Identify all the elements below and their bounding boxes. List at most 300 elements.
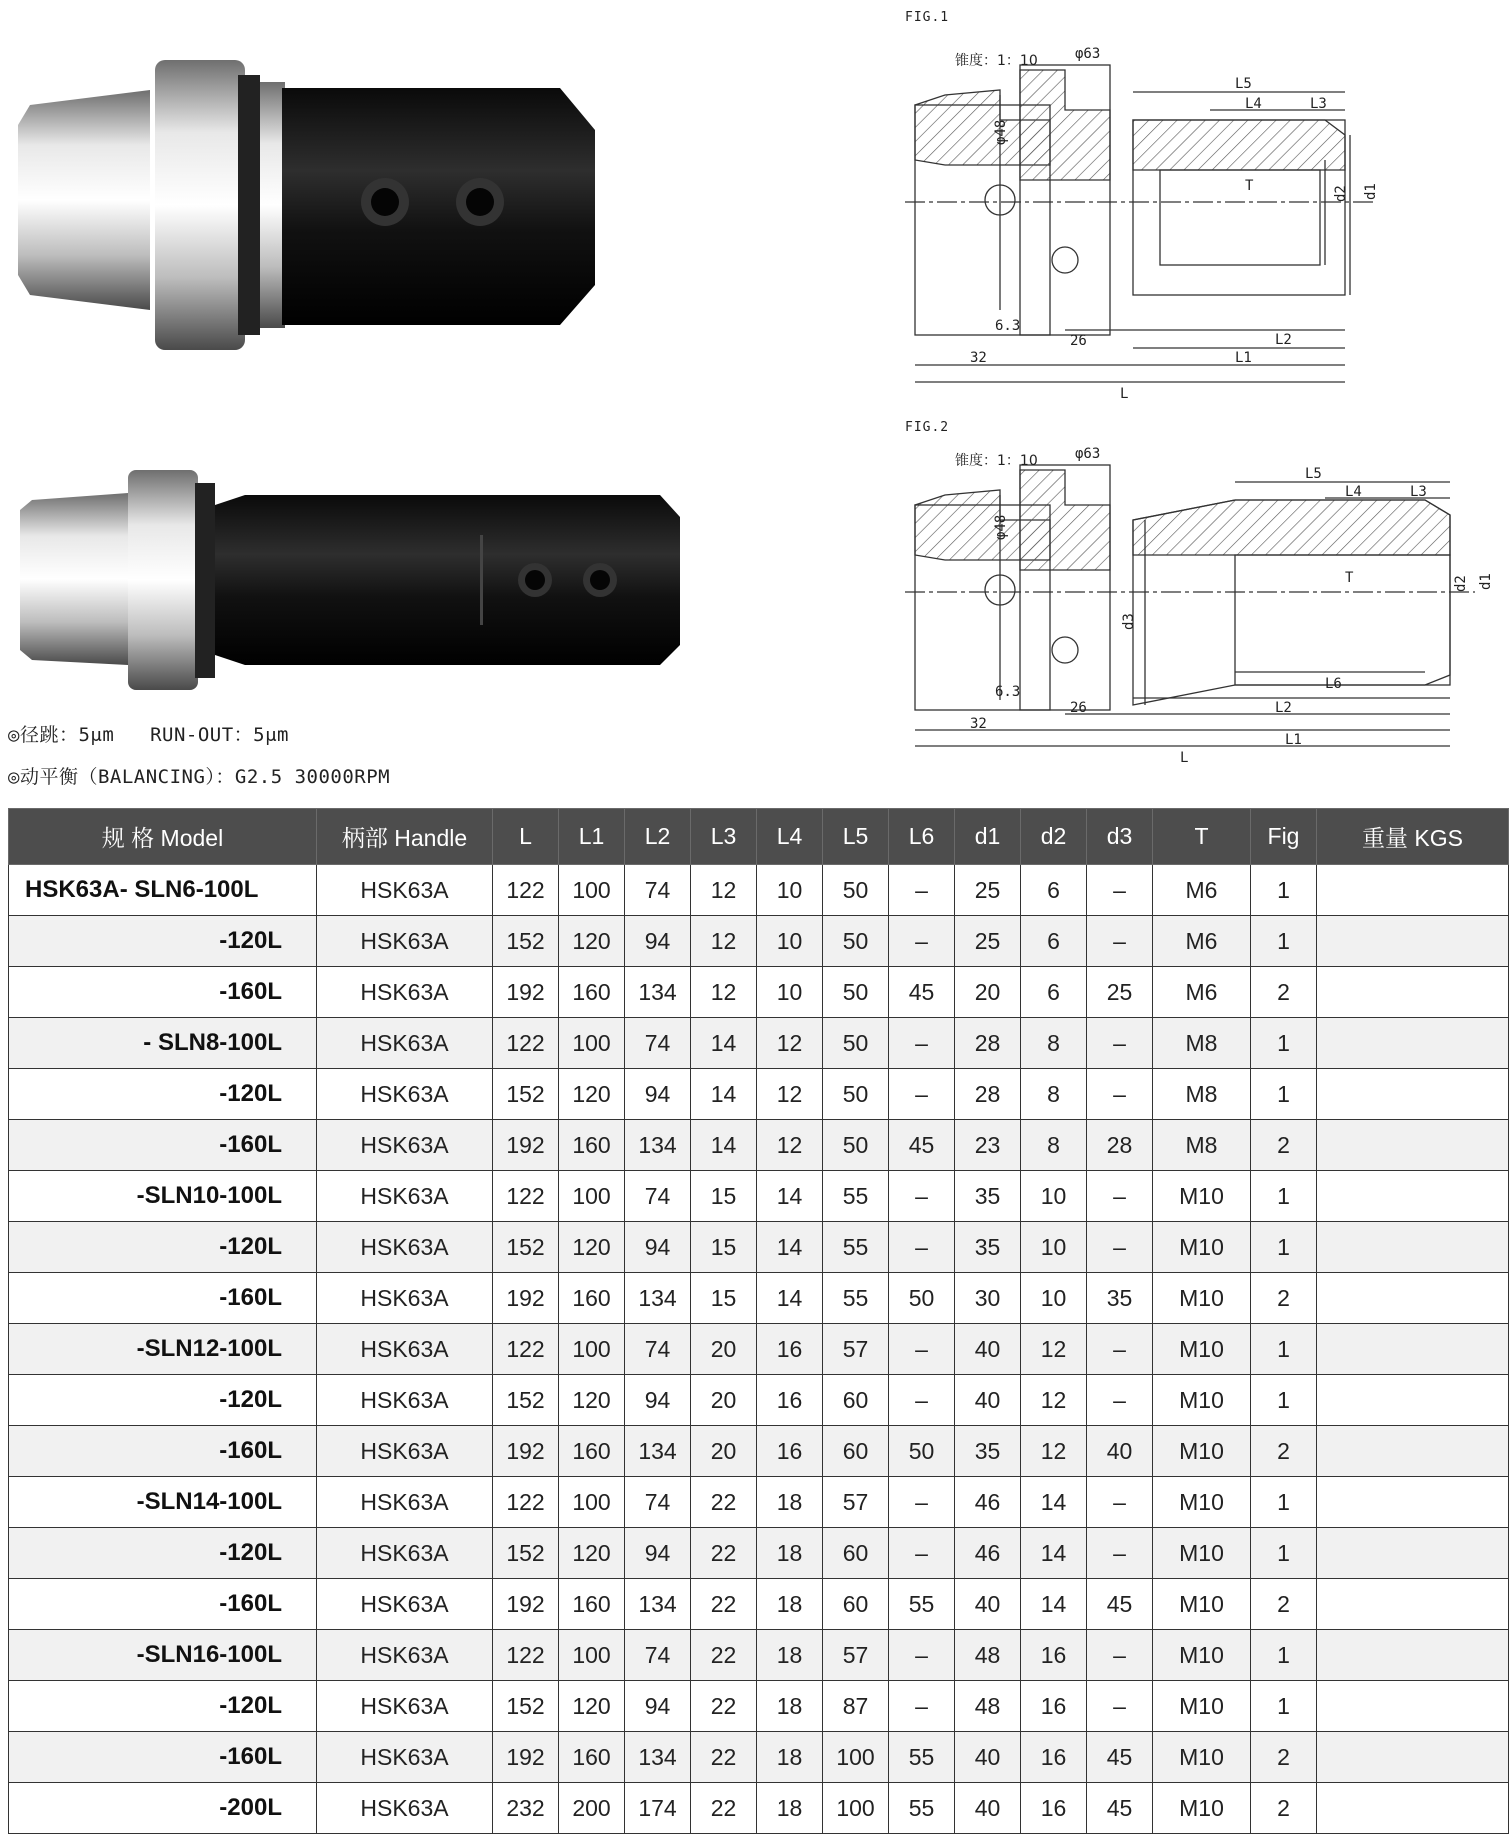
fig1-dim-L2: L2 <box>1275 332 1292 348</box>
table-cell: M10 <box>1153 1783 1251 1834</box>
table-cell: 16 <box>1021 1681 1087 1732</box>
table-cell: 192 <box>493 1120 559 1171</box>
table-cell: 122 <box>493 865 559 916</box>
table-cell: 1 <box>1251 916 1317 967</box>
fig1-dim-L4: L4 <box>1245 96 1262 112</box>
table-cell: 18 <box>757 1579 823 1630</box>
table-cell: 94 <box>625 916 691 967</box>
table-cell: HSK63A <box>317 1375 493 1426</box>
table-cell: 45 <box>889 967 955 1018</box>
table-cell: 1 <box>1251 1630 1317 1681</box>
column-header: 规 格 Model <box>9 809 317 865</box>
table-cell <box>1317 1681 1509 1732</box>
model-cell: -120L <box>9 916 317 967</box>
model-cell: -120L <box>9 1069 317 1120</box>
column-header: L6 <box>889 809 955 865</box>
table-cell: – <box>1087 1681 1153 1732</box>
table-cell: HSK63A <box>317 1171 493 1222</box>
table-cell: 160 <box>559 967 625 1018</box>
table-cell: 12 <box>691 916 757 967</box>
table-cell: 120 <box>559 1375 625 1426</box>
table-cell: 74 <box>625 865 691 916</box>
table-cell: 57 <box>823 1477 889 1528</box>
table-cell: 10 <box>1021 1171 1087 1222</box>
table-cell: 14 <box>757 1222 823 1273</box>
table-cell: HSK63A <box>317 1018 493 1069</box>
fig2-dim-L4: L4 <box>1345 484 1362 500</box>
table-cell: 12 <box>757 1069 823 1120</box>
table-cell: – <box>1087 916 1153 967</box>
table-cell: 50 <box>823 1069 889 1120</box>
table-cell: 134 <box>625 1426 691 1477</box>
table-cell: 152 <box>493 916 559 967</box>
table-cell: HSK63A <box>317 1681 493 1732</box>
table-cell: 134 <box>625 1120 691 1171</box>
table-cell: 30 <box>955 1273 1021 1324</box>
model-cell: - SLN8-100L <box>9 1018 317 1069</box>
table-cell: 60 <box>823 1426 889 1477</box>
table-cell: 174 <box>625 1783 691 1834</box>
table-cell: 2 <box>1251 1732 1317 1783</box>
table-cell: 22 <box>691 1477 757 1528</box>
fig1-dim-collar: 26 <box>1070 333 1087 349</box>
table-cell: 16 <box>757 1324 823 1375</box>
table-row <box>9 916 1509 967</box>
table-cell: M10 <box>1153 1375 1251 1426</box>
table-cell: 22 <box>691 1579 757 1630</box>
model-cell: -SLN16-100L <box>9 1630 317 1681</box>
table-cell: M6 <box>1153 916 1251 967</box>
table-cell: 87 <box>823 1681 889 1732</box>
table-cell: HSK63A <box>317 865 493 916</box>
table-cell: M6 <box>1153 967 1251 1018</box>
table-cell: 18 <box>757 1732 823 1783</box>
table-cell: 94 <box>625 1681 691 1732</box>
table-cell: 122 <box>493 1018 559 1069</box>
column-header: Fig <box>1251 809 1317 865</box>
table-cell: 60 <box>823 1375 889 1426</box>
table-cell: 50 <box>823 1120 889 1171</box>
table-cell: 15 <box>691 1273 757 1324</box>
table-cell: 10 <box>757 865 823 916</box>
fig1-bore-diameter: φ48 <box>993 119 1009 145</box>
table-cell: 14 <box>757 1273 823 1324</box>
table-cell <box>1317 916 1509 967</box>
table-cell <box>1317 1477 1509 1528</box>
table-cell: 40 <box>955 1783 1021 1834</box>
table-cell: 15 <box>691 1222 757 1273</box>
table-cell: – <box>1087 1477 1153 1528</box>
table-row <box>9 1171 1509 1222</box>
table-cell <box>1317 1630 1509 1681</box>
model-cell: -160L <box>9 1120 317 1171</box>
table-cell: 94 <box>625 1069 691 1120</box>
table-cell: 134 <box>625 1732 691 1783</box>
table-cell: 1 <box>1251 1018 1317 1069</box>
table-row <box>9 1324 1509 1375</box>
table-cell: – <box>889 1528 955 1579</box>
table-cell: 12 <box>757 1120 823 1171</box>
table-cell: 10 <box>1021 1273 1087 1324</box>
table-cell: 12 <box>1021 1375 1087 1426</box>
table-cell: 94 <box>625 1375 691 1426</box>
model-cell: -120L <box>9 1375 317 1426</box>
table-cell: 192 <box>493 1426 559 1477</box>
table-row <box>9 1375 1509 1426</box>
table-cell: M6 <box>1153 865 1251 916</box>
table-cell: 100 <box>559 1018 625 1069</box>
table-cell <box>1317 967 1509 1018</box>
table-cell: 100 <box>559 1171 625 1222</box>
table-cell: – <box>889 1681 955 1732</box>
table-row <box>9 1783 1509 1834</box>
table-cell: HSK63A <box>317 916 493 967</box>
table-cell: 35 <box>955 1426 1021 1477</box>
table-cell: 55 <box>823 1171 889 1222</box>
model-cell: -SLN12-100L <box>9 1324 317 1375</box>
table-cell <box>1317 1171 1509 1222</box>
table-cell: 74 <box>625 1171 691 1222</box>
table-cell: – <box>1087 1222 1153 1273</box>
table-cell: HSK63A <box>317 1426 493 1477</box>
table-cell: 10 <box>1021 1222 1087 1273</box>
table-cell: 40 <box>955 1732 1021 1783</box>
table-cell: 60 <box>823 1528 889 1579</box>
column-header: d1 <box>955 809 1021 865</box>
table-cell: – <box>1087 1069 1153 1120</box>
table-cell <box>1317 1069 1509 1120</box>
fig2-bore-diameter: φ48 <box>993 514 1009 540</box>
table-cell: 100 <box>823 1732 889 1783</box>
table-cell: 20 <box>691 1375 757 1426</box>
table-cell: 50 <box>823 916 889 967</box>
column-header: d3 <box>1087 809 1153 865</box>
table-cell: – <box>889 865 955 916</box>
table-cell: 16 <box>1021 1783 1087 1834</box>
table-cell: 1 <box>1251 865 1317 916</box>
fig1-dim-L3: L3 <box>1310 96 1327 112</box>
table-cell: 2 <box>1251 1273 1317 1324</box>
fig2-label: FIG.2 <box>905 420 950 435</box>
table-cell: 1 <box>1251 1324 1317 1375</box>
table-cell: 122 <box>493 1477 559 1528</box>
table-cell: – <box>1087 1324 1153 1375</box>
table-cell: M10 <box>1153 1222 1251 1273</box>
table-cell: 160 <box>559 1120 625 1171</box>
table-cell: 134 <box>625 1273 691 1324</box>
table-cell: 120 <box>559 916 625 967</box>
table-cell: 18 <box>757 1681 823 1732</box>
table-cell: 200 <box>559 1783 625 1834</box>
table-row <box>9 1426 1509 1477</box>
table-cell: M10 <box>1153 1681 1251 1732</box>
fig2-dim-L1: L1 <box>1285 732 1302 748</box>
table-cell: 12 <box>757 1018 823 1069</box>
spec-table <box>8 808 1509 1834</box>
table-cell: 35 <box>1087 1273 1153 1324</box>
table-cell: 14 <box>1021 1579 1087 1630</box>
table-cell <box>1317 1579 1509 1630</box>
table-cell: 16 <box>1021 1630 1087 1681</box>
table-cell: M10 <box>1153 1579 1251 1630</box>
model-cell: HSK63A- SLN6-100L <box>9 865 317 916</box>
table-cell: 1 <box>1251 1375 1317 1426</box>
table-cell: 6 <box>1021 916 1087 967</box>
figure-2-drawing <box>905 420 1505 800</box>
table-cell: 1 <box>1251 1222 1317 1273</box>
table-cell: 100 <box>559 1630 625 1681</box>
table-cell: 12 <box>691 865 757 916</box>
table-cell: 50 <box>823 1018 889 1069</box>
table-cell: M10 <box>1153 1528 1251 1579</box>
table-cell: 45 <box>889 1120 955 1171</box>
table-cell: 55 <box>823 1222 889 1273</box>
table-cell: 134 <box>625 1579 691 1630</box>
table-cell: 14 <box>1021 1477 1087 1528</box>
table-cell: 74 <box>625 1018 691 1069</box>
table-cell: 46 <box>955 1477 1021 1528</box>
table-cell: – <box>889 1375 955 1426</box>
fig1-dim-offset: 6.3 <box>995 318 1021 334</box>
table-row <box>9 967 1509 1018</box>
table-cell: 18 <box>757 1630 823 1681</box>
table-cell: 6 <box>1021 967 1087 1018</box>
column-header: L5 <box>823 809 889 865</box>
table-cell: HSK63A <box>317 1069 493 1120</box>
table-row <box>9 865 1509 916</box>
table-cell: 94 <box>625 1222 691 1273</box>
table-cell: 1 <box>1251 1528 1317 1579</box>
table-cell: HSK63A <box>317 967 493 1018</box>
table-cell: 120 <box>559 1069 625 1120</box>
fig2-dim-T: T <box>1345 570 1354 586</box>
table-cell: 40 <box>955 1324 1021 1375</box>
table-cell: M8 <box>1153 1018 1251 1069</box>
table-cell: 35 <box>955 1171 1021 1222</box>
column-header: L3 <box>691 809 757 865</box>
fig1-dim-T: T <box>1245 178 1254 194</box>
table-cell: 20 <box>691 1324 757 1375</box>
table-row <box>9 1273 1509 1324</box>
table-cell: 20 <box>691 1426 757 1477</box>
fig2-dim-d1: d1 <box>1478 573 1494 590</box>
table-cell: – <box>889 1018 955 1069</box>
fig1-dim-shank: 32 <box>970 350 987 366</box>
table-cell: 232 <box>493 1783 559 1834</box>
table-cell: 2 <box>1251 1426 1317 1477</box>
table-cell: 120 <box>559 1681 625 1732</box>
table-cell: 22 <box>691 1681 757 1732</box>
table-cell: 14 <box>691 1018 757 1069</box>
table-cell: 12 <box>691 967 757 1018</box>
fig1-label: FIG.1 <box>905 10 950 25</box>
model-cell: -120L <box>9 1681 317 1732</box>
table-cell: 28 <box>955 1069 1021 1120</box>
table-cell: 57 <box>823 1630 889 1681</box>
fig2-dim-d2: d2 <box>1453 575 1469 592</box>
table-cell <box>1317 865 1509 916</box>
table-cell: 152 <box>493 1528 559 1579</box>
model-cell: -120L <box>9 1222 317 1273</box>
table-cell: 50 <box>823 865 889 916</box>
column-header: d2 <box>1021 809 1087 865</box>
table-cell: 160 <box>559 1579 625 1630</box>
fig1-dim-L1: L1 <box>1235 350 1252 366</box>
table-cell: 192 <box>493 967 559 1018</box>
column-header: 重量 KGS <box>1317 809 1509 865</box>
model-cell: -200L <box>9 1783 317 1834</box>
table-cell: 2 <box>1251 1579 1317 1630</box>
table-cell: 45 <box>1087 1579 1153 1630</box>
table-cell: 22 <box>691 1732 757 1783</box>
table-row <box>9 1681 1509 1732</box>
table-cell: 45 <box>1087 1732 1153 1783</box>
table-cell: – <box>1087 1375 1153 1426</box>
table-cell <box>1317 1426 1509 1477</box>
table-cell: 22 <box>691 1630 757 1681</box>
table-cell: 8 <box>1021 1069 1087 1120</box>
column-header: L4 <box>757 809 823 865</box>
table-cell: 45 <box>1087 1783 1153 1834</box>
table-cell: M10 <box>1153 1732 1251 1783</box>
fig2-dim-offset: 6.3 <box>995 684 1021 700</box>
fig2-dim-L6: L6 <box>1325 676 1342 692</box>
tool-holder-photo-long <box>0 455 700 700</box>
table-cell: 1 <box>1251 1681 1317 1732</box>
table-cell: 50 <box>889 1273 955 1324</box>
table-cell: 20 <box>955 967 1021 1018</box>
table-cell: 120 <box>559 1528 625 1579</box>
table-cell: 192 <box>493 1273 559 1324</box>
table-cell: 152 <box>493 1375 559 1426</box>
table-cell: 46 <box>955 1528 1021 1579</box>
table-cell: HSK63A <box>317 1222 493 1273</box>
table-cell: – <box>1087 1630 1153 1681</box>
table-cell <box>1317 1222 1509 1273</box>
table-cell: 18 <box>757 1477 823 1528</box>
table-cell: 100 <box>823 1783 889 1834</box>
table-cell: 50 <box>823 967 889 1018</box>
table-cell: M10 <box>1153 1324 1251 1375</box>
tool-holder-photo-short <box>0 30 620 360</box>
table-row <box>9 1477 1509 1528</box>
table-cell: 94 <box>625 1528 691 1579</box>
table-cell: 160 <box>559 1273 625 1324</box>
table-cell: 55 <box>823 1273 889 1324</box>
table-header-row <box>9 809 1509 865</box>
table-cell: HSK63A <box>317 1120 493 1171</box>
column-header: L1 <box>559 809 625 865</box>
fig2-dim-L3: L3 <box>1410 484 1427 500</box>
table-cell: 12 <box>1021 1426 1087 1477</box>
table-cell: 100 <box>559 865 625 916</box>
table-cell: HSK63A <box>317 1273 493 1324</box>
table-cell: 14 <box>691 1069 757 1120</box>
table-cell: 55 <box>889 1783 955 1834</box>
figure-1-drawing <box>905 10 1505 410</box>
column-header: L <box>493 809 559 865</box>
table-cell: – <box>889 1477 955 1528</box>
table-cell: HSK63A <box>317 1630 493 1681</box>
runout-note: ◎径跳：5μm RUN-OUT：5μm <box>8 724 289 746</box>
fig1-dim-d2: d2 <box>1333 185 1349 202</box>
table-cell: M10 <box>1153 1426 1251 1477</box>
table-cell: 74 <box>625 1324 691 1375</box>
table-cell: 74 <box>625 1477 691 1528</box>
table-cell <box>1317 1324 1509 1375</box>
table-cell: 12 <box>1021 1324 1087 1375</box>
table-row <box>9 1069 1509 1120</box>
table-cell: 192 <box>493 1732 559 1783</box>
table-cell: 2 <box>1251 1783 1317 1834</box>
table-cell: – <box>889 1171 955 1222</box>
fig1-dim-L: L <box>1120 386 1129 402</box>
table-cell: HSK63A <box>317 1732 493 1783</box>
table-row <box>9 1630 1509 1681</box>
table-cell: 8 <box>1021 1018 1087 1069</box>
table-cell: HSK63A <box>317 1579 493 1630</box>
table-cell: 100 <box>559 1324 625 1375</box>
table-cell: HSK63A <box>317 1324 493 1375</box>
model-cell: -SLN10-100L <box>9 1171 317 1222</box>
table-cell: 35 <box>955 1222 1021 1273</box>
table-cell: – <box>1087 1528 1153 1579</box>
table-cell: 50 <box>889 1426 955 1477</box>
table-cell: 25 <box>1087 967 1153 1018</box>
table-cell: 40 <box>1087 1426 1153 1477</box>
table-cell: 134 <box>625 967 691 1018</box>
table-cell: 40 <box>955 1579 1021 1630</box>
table-cell: 15 <box>691 1171 757 1222</box>
table-cell: 14 <box>757 1171 823 1222</box>
table-cell: 55 <box>889 1579 955 1630</box>
table-cell: 152 <box>493 1222 559 1273</box>
table-cell: 40 <box>955 1375 1021 1426</box>
fig2-dim-L: L <box>1180 750 1189 766</box>
table-cell: 16 <box>757 1426 823 1477</box>
model-cell: -SLN14-100L <box>9 1477 317 1528</box>
table-cell: 2 <box>1251 1120 1317 1171</box>
table-cell: 1 <box>1251 1171 1317 1222</box>
fig2-dim-L5: L5 <box>1305 466 1322 482</box>
table-cell: 160 <box>559 1426 625 1477</box>
table-cell: 25 <box>955 916 1021 967</box>
fig2-dim-L2: L2 <box>1275 700 1292 716</box>
table-cell: 55 <box>889 1732 955 1783</box>
table-cell: M10 <box>1153 1477 1251 1528</box>
table-cell: 152 <box>493 1681 559 1732</box>
table-cell: 122 <box>493 1171 559 1222</box>
table-cell: 18 <box>757 1783 823 1834</box>
column-header: 柄部 Handle <box>317 809 493 865</box>
table-cell: – <box>889 1630 955 1681</box>
table-cell: 10 <box>757 916 823 967</box>
table-cell: 25 <box>955 865 1021 916</box>
table-cell: 23 <box>955 1120 1021 1171</box>
table-cell: 28 <box>955 1018 1021 1069</box>
fig2-dim-shank: 32 <box>970 716 987 732</box>
fig1-dim-d1: d1 <box>1363 183 1379 200</box>
fig2-dim-d3: d3 <box>1121 613 1137 630</box>
table-cell: 120 <box>559 1222 625 1273</box>
table-cell: 14 <box>691 1120 757 1171</box>
table-cell: – <box>889 1222 955 1273</box>
fig1-taper-label: 锥度：1：10 <box>955 53 1038 69</box>
table-cell <box>1317 1018 1509 1069</box>
table-cell: 192 <box>493 1579 559 1630</box>
table-row <box>9 1732 1509 1783</box>
table-cell: – <box>1087 1018 1153 1069</box>
